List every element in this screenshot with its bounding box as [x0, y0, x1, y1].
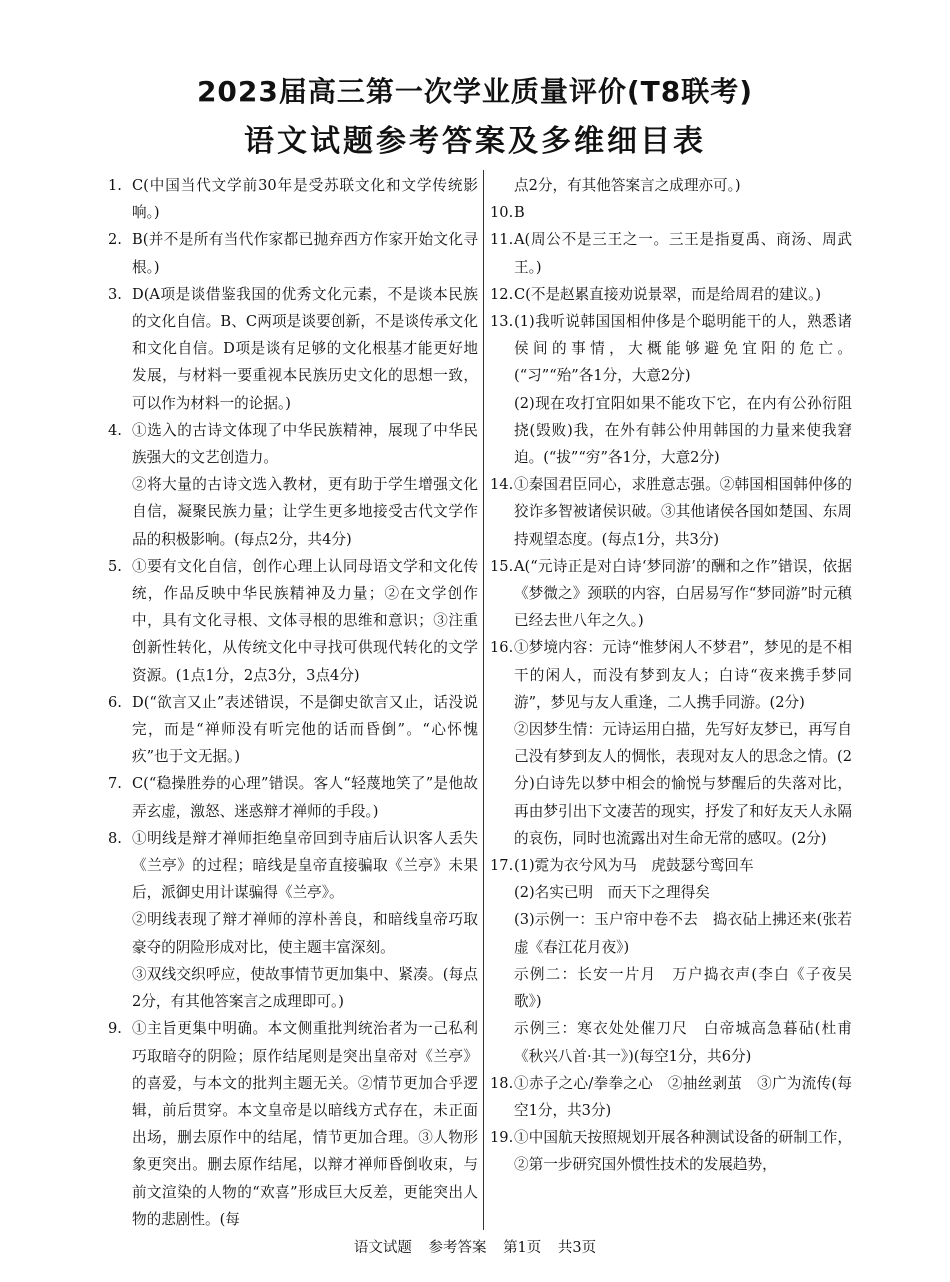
answer-item	[108, 825, 478, 1015]
exam-title: 2023届高三第一次学业质量评价(T8联考)	[196, 75, 754, 108]
answer-text: ①明线是辩才禅师拒绝皇帝回到寺庙后认识客人丢失《兰亭》的过程；暗线是皇帝直接骗取《兰亭》未果后，派御史用计谋骗得《兰亭》。	[132, 829, 478, 902]
column-divider	[483, 170, 484, 1230]
answer-item	[490, 226, 852, 280]
answer-text: ①秦国君臣同心，求胜意志强。②韩国相国韩仲侈的狡诈多智被诸侯识破。③其他诸侯各国如楚国、东周持观望态度。(每点1分，共3分)	[514, 476, 852, 548]
right-column	[490, 172, 852, 1179]
item-number: 13.	[490, 313, 514, 331]
answer-item	[490, 553, 852, 635]
answer-text: ①中国航天按照规划开展各种测试设备的研制工作，②第一步研究国外惯性技术的发展趋势，	[514, 1129, 852, 1174]
footer-doc: 参考答案	[428, 1240, 487, 1256]
answer-item	[490, 471, 852, 553]
item-number: 19.	[490, 1129, 514, 1147]
answer-text: C(中国当代文学前30年是受苏联文化和文学传统影响。)	[132, 177, 478, 222]
item-number: 16.	[490, 639, 514, 657]
page-footer	[0, 1236, 950, 1257]
answer-item	[490, 1070, 852, 1124]
answer-item	[490, 281, 852, 308]
item-number: 7.	[108, 775, 122, 793]
answer-item	[108, 1015, 478, 1233]
answer-text: B	[514, 204, 525, 222]
answer-text: A(周公不是三王之一。三王是指夏禹、商汤、周武王。)	[514, 231, 852, 276]
answer-text: (1)霓为衣兮风为马 虎鼓瑟兮鸾回车	[514, 857, 754, 875]
answer-text: ②因梦生情：元诗运用白描，先写好友梦已，再写自己没有梦到友人的惆怅，表现对友人的思念之情。(2分)白诗先以梦中相会的愉悦与梦醒后的失落对比，再由梦引出下文凄苦的现实，抒发了和好友天人永隔的哀伤，同时也流露出对生命无常的感叹。(2分)	[514, 721, 852, 847]
answer-text: ①梦境内容：元诗“惟梦闲人不梦君”，梦见的是不相干的闲人，而没有梦到友人；白诗“夜来携手梦同游”，梦见与友人重逢，二人携手同游。(2分)	[514, 639, 852, 711]
item-number: 17.	[490, 857, 514, 875]
answer-text: (2)现在攻打宜阳如果不能攻下它，在内有公孙衍阻挠(毁败)我，在外有韩公仲用韩国的力量来使我窘迫。(“拔”“穷”各1分，大意2分)	[514, 394, 852, 467]
answer-item	[108, 226, 478, 280]
item-number: 3.	[108, 285, 122, 303]
answer-item	[108, 281, 478, 417]
footer-total: 共3页	[557, 1240, 597, 1256]
answer-text: B(并不是所有当代作家都已抛弃西方作家开始文化寻根。)	[132, 231, 478, 276]
answer-text: ②将大量的古诗文选入教材，更有助于学生增强文化自信，凝聚民族力量；让学生更多地接受古代文学作品的积极影响。(每点2分，共4分)	[132, 476, 478, 548]
answer-item	[490, 308, 852, 471]
answer-text: ①赤子之心/拳拳之心 ②抽丝剥茧 ③广为流传(每空1分，共3分)	[514, 1074, 852, 1119]
item-number: 8.	[108, 829, 122, 847]
footer-page: 第1页	[503, 1240, 542, 1256]
answer-text: 示例二：长安一片月 万户捣衣声(李白《子夜吴歌》)	[514, 965, 852, 1011]
answer-text: (3)示例一：玉户帘中卷不去 捣衣砧上拂还来(张若虚《春江花月夜》)	[514, 911, 852, 956]
answer-text: A(“元诗正是对白诗‘梦同游’的酬和之作”错误，依据《梦微之》颈联的内容，白居易写作“梦同游”时元稹已经去世八年之久。)	[514, 557, 852, 630]
answer-text: (1)我听说韩国国相仲侈是个聪明能干的人，熟悉诸侯间的事情，大概能够避免宜阳的危亡。(“习”“殆”各1分，大意2分)	[514, 313, 852, 385]
item-number: 6.	[108, 693, 122, 711]
answer-item	[108, 417, 478, 553]
answer-text: ②明线表现了辩才禅师的淳朴善良，和暗线皇帝巧取豪夺的阴险形成对比，使主题丰富深刻。	[132, 911, 478, 956]
document-subtitle: 语文试题参考答案及多维细目表	[244, 124, 706, 159]
item-number: 9.	[108, 1020, 122, 1038]
answer-text: ①要有文化自信，创作心理上认同母语文学和文化传统，作品反映中华民族精神及力量；②在文学创作中，具有文化寻根、文体寻根的思维和意识；③注重创新性转化，从传统文化中寻找可供现代转化的文学资源。(1点1分，2点3分，3点4分)	[132, 557, 478, 684]
answer-text: 示例三：寒衣处处催刀尺 白帝城高急暮砧(杜甫《秋兴八首·其一》)(每空1分，共6分)	[514, 1020, 852, 1065]
answer-item	[490, 1124, 852, 1178]
answer-text: C(不是赵累直接劝说景翠，而是给周君的建议。)	[514, 285, 822, 303]
item-number: 14.	[490, 476, 514, 494]
left-column	[108, 172, 478, 1233]
answer-text: ①主旨更集中明确。本文侧重批判统治者为一己私利巧取暗夺的阴险；原作结尾则是突出皇帝对《兰亭》的喜爱，与本文的批判主题无关。②情节更加合乎逻辑，前后贯穿。本文皇帝是以暗线方式存在，未正面出场，删去原作中的结尾，情节更加合理。③人物形象更突出。删去原作结尾，以辩才禅师昏倒收束，与前文渲染的人物的“欢喜”形成巨大反差，更能突出人物的悲剧性。(每	[132, 1020, 478, 1228]
answer-text: ③双线交织呼应，使故事情节更加集中、紧凑。(每点2分，有其他答案言之成理即可。)	[132, 965, 478, 1011]
item-number: 11.	[490, 231, 514, 249]
item-number: 15.	[490, 557, 514, 575]
answer-item	[490, 634, 852, 852]
item-number: 10.	[490, 204, 514, 222]
answer-text: D(“欲言又止”表述错误，不是御史欲言又止，话没说完，而是“禅师没有听完他的话而昏倒”。“心怀愧疚”也于文无据。)	[132, 693, 478, 766]
item-number: 18.	[490, 1074, 514, 1092]
answer-item	[108, 553, 478, 689]
answer-text: (2)名实已明 而天下之理得矣	[514, 884, 710, 902]
item-number: 2.	[108, 231, 122, 249]
item-number: 1.	[108, 177, 122, 194]
answer-item	[108, 689, 478, 771]
answer-item	[490, 852, 852, 1070]
answer-item	[108, 770, 478, 824]
answer-text: ①选入的古诗文体现了中华民族精神，展现了中华民族强大的文艺创造力。	[132, 421, 478, 467]
item-number: 5.	[108, 557, 122, 575]
item-number: 12.	[490, 285, 514, 303]
answer-item	[490, 199, 852, 226]
item-number: 4.	[108, 421, 122, 439]
continued-text: 点2分，有其他答案言之成理亦可。)	[514, 177, 741, 194]
answer-item	[108, 172, 478, 226]
footer-subject: 语文试题	[353, 1240, 412, 1256]
answer-text: C(“稳操胜券的心理”错误。客人“轻蔑地笑了”是他故弄玄虚，激怒、迷惑辩才禅师的手段。)	[132, 775, 478, 820]
answer-text: D(A项是谈借鉴我国的优秀文化元素，不是谈本民族的文化自信。B、C两项是谈要创新，不是谈传承文化和文化自信。D项是谈有足够的文化根基才能更好地发展，与材料一要重视本民族历史文化的思想一致，可以作为材料一的论据。)	[132, 285, 478, 412]
